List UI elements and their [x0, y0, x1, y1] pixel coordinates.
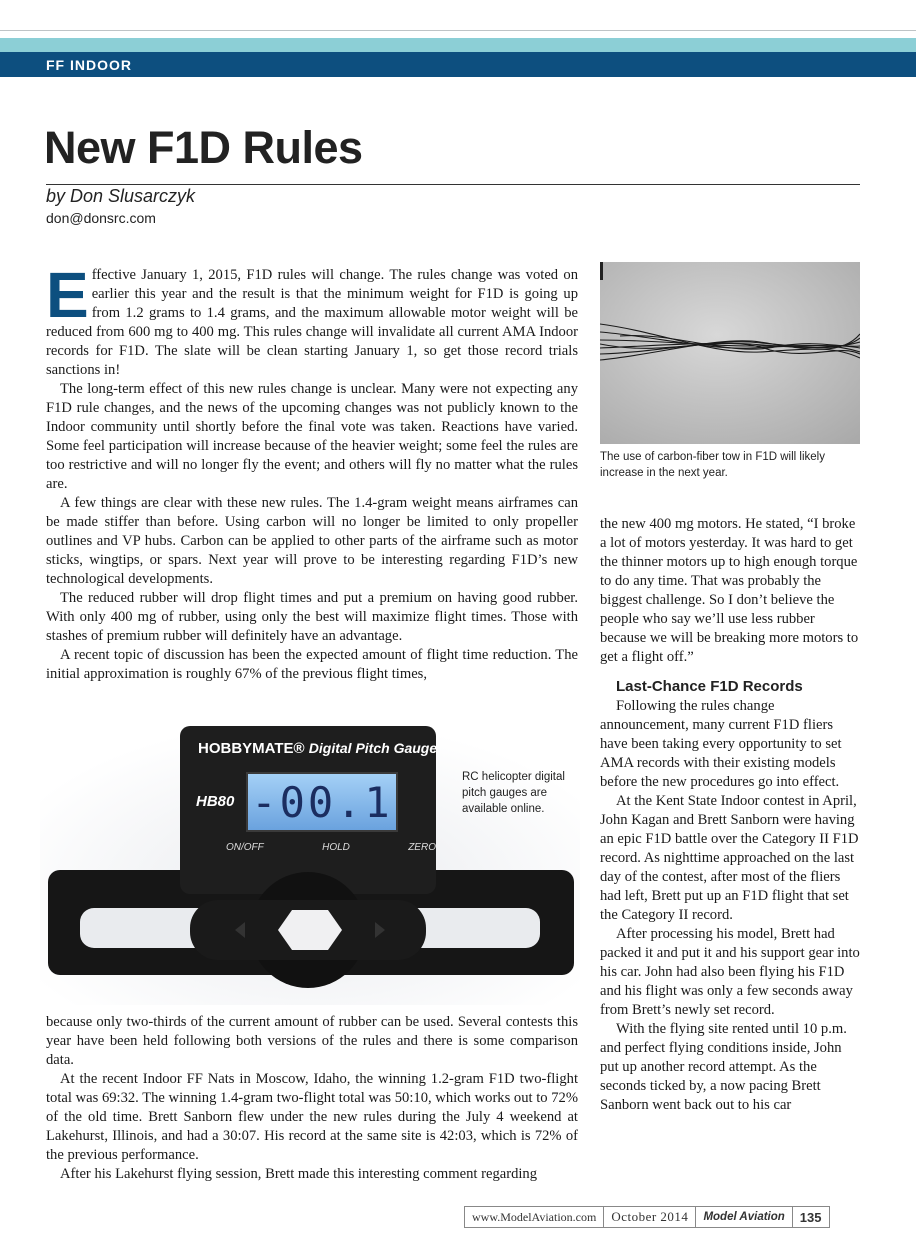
gauge-lcd: [246, 772, 398, 832]
gauge-button-labels: [226, 842, 436, 853]
pitch-gauge-photo: [40, 720, 580, 1005]
gauge-button-hold[interactable]: HOLD: [322, 842, 350, 853]
carbon-fiber-image: [600, 262, 860, 444]
section-label: FF INDOOR: [46, 57, 132, 73]
byline: by Don Slusarczyk: [46, 186, 196, 206]
footer-magazine: Model Aviation: [696, 1207, 792, 1227]
header-band-light: [0, 38, 916, 52]
body-column-right: [600, 515, 862, 1115]
carbon-fiber-photo: [600, 262, 860, 444]
paragraph: At the Kent State Indoor contest in April, John Kagan and Brett Sanborn were having an epic F1D battle over the Category II F1D record. As nighttime approached on the last day of the contest, after most of the fliers had left, Brett put up an F1D flight that set the Category II record.: [600, 793, 859, 923]
gauge-brand: HOBBYMATE® Digital Pitch Gauge: [198, 740, 438, 757]
paragraph: because only two-thirds of the current amount of rubber can be used. Several contests this year have been held following both versions of the rules and there is some comparison data.: [46, 1014, 578, 1068]
header-band: [0, 52, 916, 77]
author-email[interactable]: don@donsrc.com: [46, 210, 156, 226]
paragraph: The long-term effect of this new rules change is unclear. Many were not expecting any F1D rule changes, and the news of the upcoming changes was not publicly known to the Indoor community until shortly before the final vote was taken. Reactions have varied. Some feel participation will increase because of the heavier weight; some feel the rules are too restrictive and will no longer fly the event; and others will fly no matter what the rules are.: [46, 381, 578, 492]
page-number: 135: [799, 1209, 822, 1225]
subhead: Last-Chance F1D Records: [616, 678, 803, 695]
gauge-model: HB80: [196, 793, 235, 810]
footer-url[interactable]: www.ModelAviation.com: [465, 1207, 604, 1227]
paragraph: Following the rules change announcement, many current F1D fliers have been taking every opportunity to set AMA records with their existing models before the new procedures go into effect.: [600, 698, 842, 790]
paragraph: At the recent Indoor FF Nats in Moscow, Idaho, the winning 1.2-gram F1D two-flight total was 69:32. The winning 1.4-gram two-flight total was 50:10, which works out to 72% of the old time. Brett Sanborn flew under the new rules during the July 4 weekend at Lakehurst, Illinois, and had a 30:07. His record at the same site is 42:03, which is 72% of the previous performance.: [46, 1071, 578, 1163]
photo-caption: The use of carbon-fiber tow in F1D will likely increase in the next year.: [600, 451, 825, 479]
paragraph: A few things are clear with these new rules. The 1.4-gram weight means airframes can be made stiffer than before. Using carbon will no longer be limited to only propeller outlines and VP hubs. Carbon can be applied to other parts of the airframe such as motor sticks, wingtips, or spars. Next year will prove to be interesting regarding F1D’s new technological developments.: [46, 495, 578, 587]
gauge-reading: -00.1: [251, 777, 393, 827]
paragraph: The reduced rubber will drop flight times and put a premium on having good rubber. With only 400 mg of rubber, using only the best will maximize flight times. Those with stashes of premium rubber will definitely have an advantage.: [46, 590, 578, 644]
paragraph: After processing his model, Brett had packed it and put it and his support gear into his car. John had also been flying his F1D and his flight was only a few seconds away from Brett’s newly set record.: [600, 926, 860, 1018]
page-footer: [464, 1206, 830, 1228]
body-column-left-top: [46, 259, 578, 684]
paragraph: A recent topic of discussion has been the expected amount of flight time reduction. The initial approximation is roughly 67% of the previous flight times,: [46, 647, 578, 682]
footer-issue: October 2014: [604, 1207, 696, 1227]
top-rule: [0, 30, 916, 31]
paragraph: Effective January 1, 2015, F1D rules will change. The rules change was voted on earlier this year and the result is that the minimum weight for F1D is going up from 1.2 grams to 1.4 grams, and the maximum allowable motor weight will be reduced from 600 mg to 400 mg. This rules change will invalidate all current AMA Indoor records for F1D. The slate will be clean starting January 1, so get those record trials sanctions in!: [46, 259, 578, 378]
title-rule: [46, 184, 860, 185]
paragraph: the new 400 mg motors. He stated, “I broke a lot of motors yesterday. It was hard to get the thinner motors up to high enough torque to do any time. That was probably the biggest challenge. So I don’t believe the people who say we’ll use less rubber because we will be breaking more motors to get a flight off.”: [600, 516, 859, 665]
photo-caption: RC helicopter digital pitch gauges are available online.: [462, 771, 565, 815]
pitch-gauge-image: [40, 720, 580, 1005]
gauge-button-onoff[interactable]: ON/OFF: [226, 842, 264, 853]
body-column-left-bottom: [46, 1013, 578, 1184]
article-title: New F1D Rules: [44, 122, 363, 173]
gauge-button-zero[interactable]: ZERO: [408, 842, 436, 853]
paragraph: After his Lakehurst flying session, Brett made this interesting comment regarding: [60, 1166, 538, 1182]
paragraph: With the flying site rented until 10 p.m. and perfect flying conditions inside, John put up another record attempt. As the seconds ticked by, a now pacing Brett Sanborn went back out to his car: [600, 1021, 847, 1113]
drop-cap: E: [46, 259, 89, 331]
